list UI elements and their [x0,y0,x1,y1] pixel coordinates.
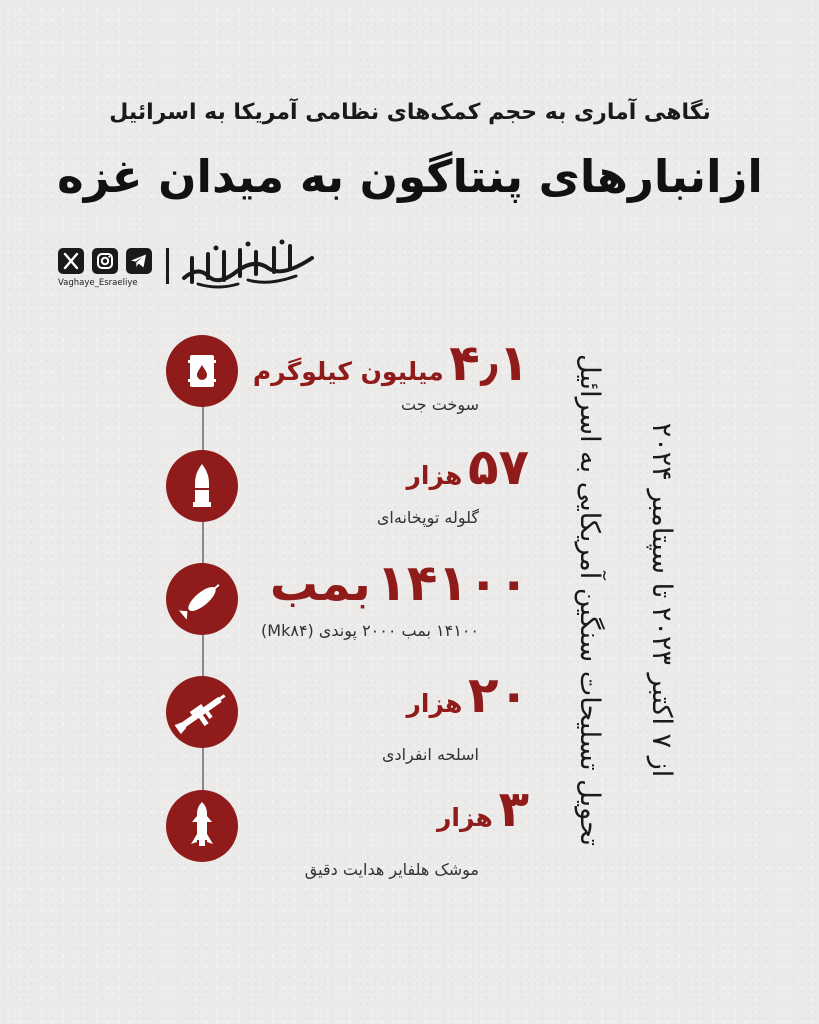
stat-unit: هزار [437,803,493,832]
brand-divider [166,248,169,284]
stat-unit: میلیون کیلوگرم [252,357,444,386]
stat-row-5 [437,780,529,843]
stat-description: گلوله توپخانه‌ای [376,508,479,527]
social-links [58,248,154,296]
brand-handle: Vaghaye_Esraeliye [58,278,138,288]
stat-row-3 [269,554,529,612]
stat-unit: بمب [269,556,371,612]
stat-unit: هزار [406,461,463,490]
stat-description: اسلحه انفرادی [381,745,479,764]
fuel-barrel-icon [166,335,238,407]
stat-unit: هزار [406,689,463,718]
stat-value: ۲۰ [467,666,529,724]
stat-description: موشک هلفایر هدایت دقیق [304,860,479,879]
artillery-shell-icon [166,450,238,522]
stat-row-1 [252,334,529,397]
delivery-heading: تحویل تسلیحات سنگین آمریکایی به اسرائیل [574,353,605,847]
stat-value: ۴٫۱ [449,334,529,392]
stat-row-4 [406,666,529,729]
stat-value: ۱۴۱۰۰ [376,554,529,612]
subtitle: نگاهی آماری به حجم کمک‌های نظامی آمریکا به اسرائیل [109,100,711,125]
bomb-icon [166,563,238,635]
page-title: ازانبارهای پنتاگون به میدان غزه [57,150,763,203]
brand-logo [178,238,318,294]
rifle-icon [166,676,238,748]
stat-row-2 [406,438,529,501]
stat-value: ۵۷ [467,438,529,496]
stat-description: سوخت جت [401,395,479,414]
missile-icon [166,790,238,862]
instagram-icon[interactable] [92,248,118,274]
date-range: از ۷ اکتبر ۲۰۲۳ تا سپتامبر ۲۰۲۴ [646,422,677,778]
telegram-icon[interactable] [126,248,152,274]
stat-value: ۳ [498,780,529,838]
stat-description: ۱۴۱۰۰ بمب ۲۰۰۰ پوندی (Mk۸۴) [261,621,479,640]
x-icon[interactable] [58,248,84,274]
